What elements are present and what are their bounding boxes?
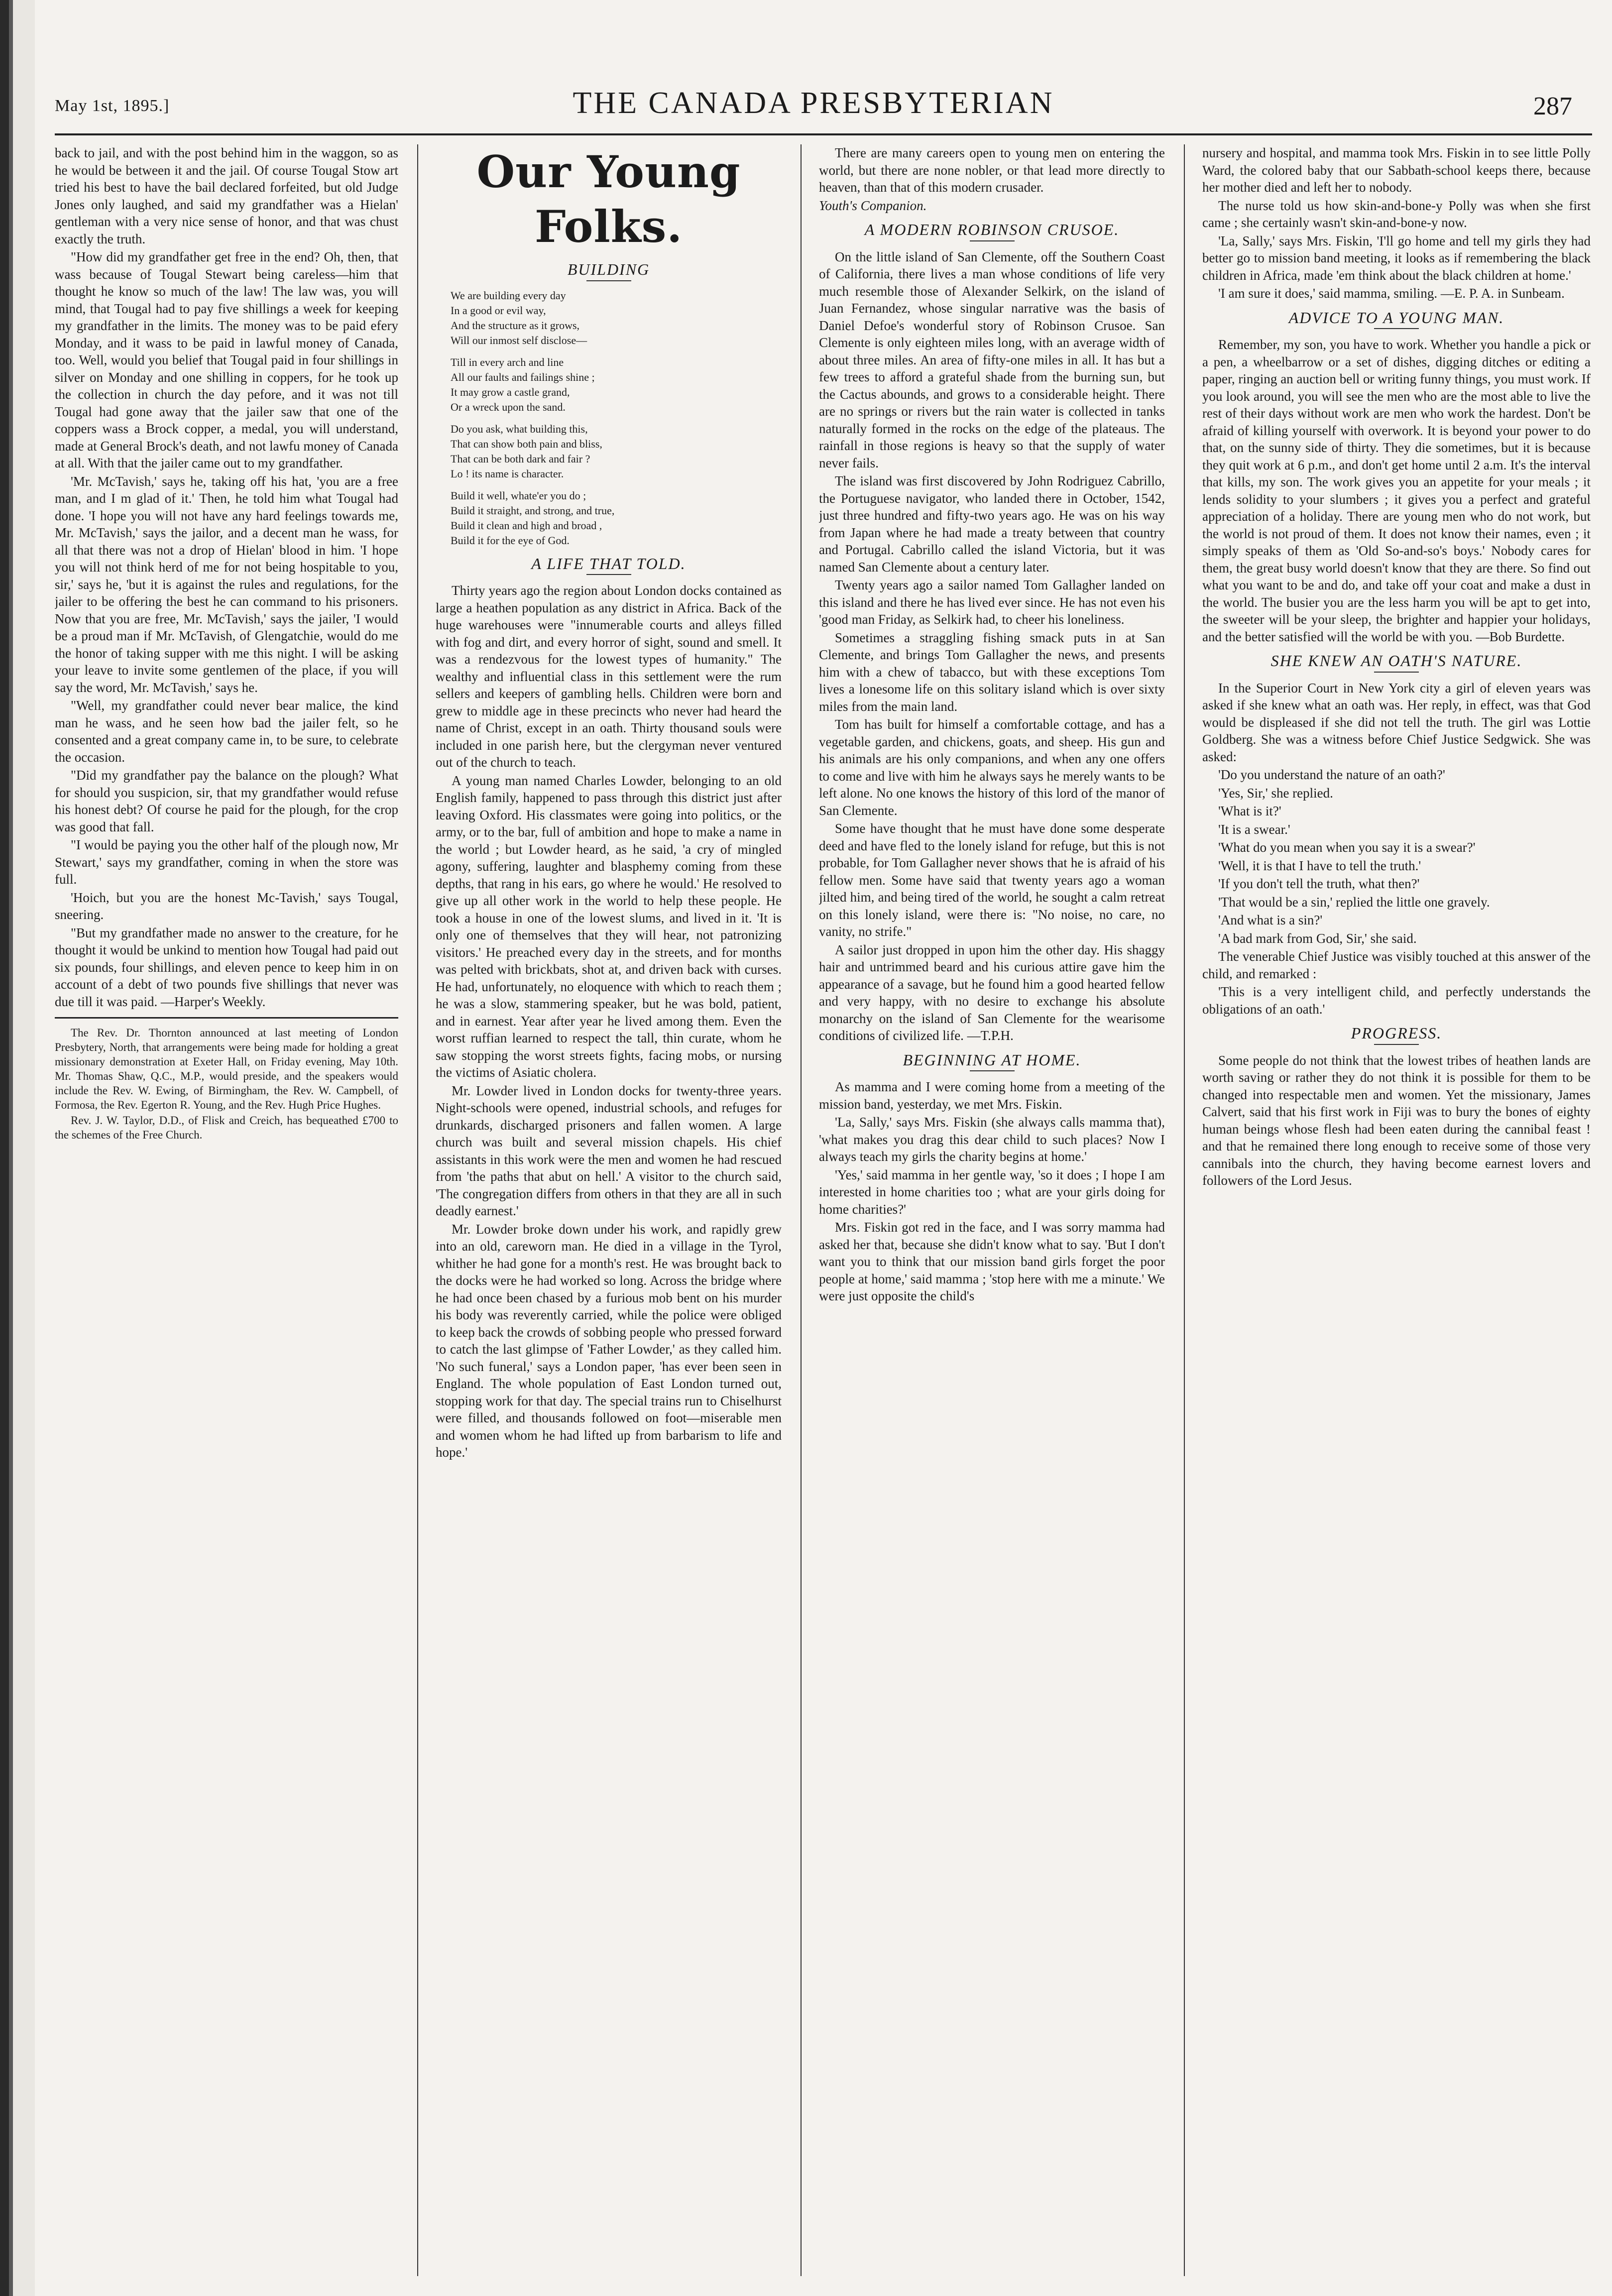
title-rule [970, 1070, 1015, 1071]
article-paragraph: As mamma and I were coming home from a meeting of the mission band, yesterday, we met Mrs. Fiskin. [819, 1079, 1165, 1112]
story-paragraph: "I would be paying you the other half of the plough now, Mr Stewart,' says my grandfather, coming in when the store was full. [55, 837, 398, 887]
article-title: A LIFE THAT TOLD. [531, 554, 686, 573]
article-paragraph: 'I am sure it does,' said mamma, smiling. —E. P. A. in Sunbeam. [1218, 286, 1565, 301]
news-notice: The Rev. Dr. Thornton announced at last meeting of London Presbytery, North, that arrangements were being made for holding a great missionary demonstration at Exeter Hall, on Friday evening, May 10th. Mr. Thomas Shaw, Q.C., M.P., would preside, and the speakers would include the Rev. W. Ewing, of Birmingham, the Rev. W. Campbell, of Formosa, the Rev. Egerton R. Young, and the Rev. Hugh Price Hughes. [55, 1027, 398, 1111]
poem-line: And the structure as it grows, [451, 319, 580, 332]
dialogue-line: 'What do you mean when you say it is a swear?' [1218, 840, 1476, 855]
poem-line: Do you ask, what building this, [451, 422, 588, 435]
article-paragraph: A sailor just dropped in upon him the other day. His shaggy hair and untrimmed beard and his curious attire gave him the appearance of a savage, but he found him a good hearted fellow and very happy, with no desire to exchange his absolute monarchy on the island of San Clemente for the wearisome conditions of civilized life. —T.P.H. [819, 942, 1165, 1043]
poem-line: Till in every arch and line [451, 355, 564, 368]
article-paragraph: On the little island of San Clemente, off the Southern Coast of California, there lives a man whose conditions of life very much resemble those of Alexander Selkirk, on the island of Juan Fernandez, whose singular narrative was the basis of Daniel Defoe's wonderful story of Robinson Crusoe. San Clemente is only eighteen miles long, with an average width of about three miles. An area of fifty-one miles in all. It has but a few trees to afford a grateful shade from the burning sun, but the Cactus abounds, and grows to a considerable height. There are no springs or rivers but the rain water is collected in tanks naturally formed in the rocks on the edge of the plateaus. The rainfall in those regions is heavy so that the supply of water never fails. [819, 249, 1165, 470]
dialogue-line: 'If you don't tell the truth, what then?' [1218, 876, 1420, 891]
dialogue-line: 'And what is a sin?' [1218, 913, 1323, 927]
article-paragraph: 'Yes,' said mamma in her gentle way, 'so it does ; I hope I am interested in home charities too ; what are your girls doing for home charities?' [819, 1167, 1165, 1217]
title-rule [1374, 328, 1419, 329]
dialogue-line: 'This is a very intelligent child, and perfectly understands the obligations of an oath.' [1202, 984, 1591, 1017]
news-notice: Rev. J. W. Taylor, D.D., of Flisk and Creich, has bequeathed £700 to the schemes of the Free Church. [55, 1114, 398, 1141]
poem-stanza [451, 355, 782, 415]
poem-line: Build it well, whate'er you do ; [451, 489, 586, 502]
article-paragraph: Twenty years ago a sailor named Tom Gallagher landed on this island and there he has lived ever since. He has not even his 'good man Friday, as Selkirk had, to cheer his loneliness. [819, 577, 1165, 627]
poem-line: That can show both pain and bliss, [451, 437, 602, 450]
article-paragraph: 'La, Sally,' says Mrs. Fiskin, 'I'll go home and tell my girls they had better go to mission band meeting, it looks as if remembering the black children in Africa, made 'em think about the black children at home.' [1202, 233, 1591, 283]
newspaper-title: THE CANADA PRESBYTERIAN [573, 86, 1054, 120]
issue-date: May 1st, 1895.] [55, 97, 170, 115]
book-binding-edge [0, 0, 35, 2296]
poem-line: It may grow a castle grand, [451, 385, 570, 398]
poem-line: We are building every day [451, 289, 566, 302]
article-paragraph: Mr. Lowder broke down under his work, and rapidly grew into an old, careworn man. He died in a village in the Tyrol, whither he had gone for a month's rest. He was brought back to the docks were he had worked so long. Across the bridge where he had once been chased by a furious mob bent on his murder his body was reverently carried, while the police were obliged to keep back the crowds of sobbing people who pressed forward to catch the last glimpse of 'Father Lowder,' as they called him. 'No such funeral,' says a London paper, 'has ever been seen in England. The whole population of East London turned out, stopping work for that day. The special trains run to Chiselhurst were filled, and thousands followed on foot—miserable men and women whom he had lifted up from barbarism to life and hope.' [436, 1221, 782, 1460]
article-paragraph: nursery and hospital, and mamma took Mrs. Fiskin in to see little Polly Ward, the colored baby that our Sabbath-school keeps there, because her mother died and left her to nobody. [1202, 145, 1591, 195]
poem-line: All our faults and failings shine ; [451, 370, 595, 383]
dialogue-line: 'Yes, Sir,' she replied. [1218, 785, 1333, 801]
article-paragraph: Mr. Lowder lived in London docks for twenty-three years. Night-schools were opened, industrial schools, and refuges for drunkards, discharged prisoners and fallen women. A large church was built and several mission chapels. His chief assistants in this work were the men and women he had rescued from 'the paths that abut on hell.' A visitor to the church said, 'The congregation differs from others in that they are all in such deadly earnest.' [436, 1083, 782, 1218]
article-title: PROGRESS. [1351, 1024, 1442, 1042]
column-4 [1202, 144, 1591, 2276]
dialogue-line: 'A bad mark from God, Sir,' she said. [1218, 930, 1417, 946]
title-rule [1374, 672, 1419, 673]
article-paragraph: Thirty years ago the region about London docks contained as large a heathen population as any district in Africa. Back of the huge warehouses were "innumerable courts and alleys filled with fog and dirt, and every horror of sight, sound and smell. It was a rendezvous for the lowest types of humanity." The wealthy and influential class in this settlement were the rum sellers and keepers of gambling hells. Children were born and grew to middle age in these precincts who never had heard the name of Christ, except in an oath. Thirty thousand souls were included in one parish here, but the clergyman never ventured out of the church to teach. [436, 583, 782, 770]
title-rule [1374, 1044, 1419, 1045]
header-rule [55, 133, 1592, 135]
article-paragraph: 'La, Sally,' says Mrs. Fiskin (she always calls mamma that), 'what makes you drag this dear child to such places? Now I always teach my girls the charity begins at home.' [819, 1115, 1165, 1164]
article-paragraph: Tom has built for himself a comfortable cottage, and has a vegetable garden, and chickens, goats, and sheep. His gun and his animals are his only companions, and when any one offers to come and live with him he always says he merely wants to be left alone. No one knows the history of this lord of the manor of San Clemente. [819, 717, 1165, 818]
poem-line: That can be both dark and fair ? [451, 452, 590, 465]
column-3 [819, 144, 1165, 2276]
story-paragraph: "But my grandfather made no answer to the creature, for he thought it would be unkind to mention how Tougal had paid out six pounds, four shillings, and eleven pence to keep him in on account of a debt of two pounds five shillings that never was due till it was paid. —Harper's Weekly. [55, 925, 398, 1009]
title-rule [586, 574, 631, 575]
section-masthead: Our Young Folks. [476, 146, 741, 252]
poem-title: BUILDING [567, 260, 650, 278]
story-paragraph: back to jail, and with the post behind him in the waggon, so as he would be between it and the jail. Of course Tougal Stow art tried his best to have the bail declared forfeited, but old Judge Jones only laughed, and said my grandfather was a Hielan' gentleman with a very nice sense of honor, and that was chust exactly the truth. [55, 145, 398, 246]
section-rule [55, 1017, 398, 1019]
dialogue-line: 'Do you understand the nature of an oath?' [1218, 767, 1445, 782]
article-paragraph: The venerable Chief Justice was visibly touched at this answer of the child, and remarked : [1202, 949, 1591, 981]
poem-stanza [451, 422, 782, 481]
article-title: BEGINNING AT HOME. [903, 1050, 1081, 1069]
poem-line: Build it straight, and strong, and true, [451, 504, 615, 517]
poem-stanza [451, 288, 782, 348]
article-paragraph: The island was first discovered by John Rodriguez Cabrillo, the Portuguese navigator, who landed there in October, 1542, just three hundred and fifty-two years ago. He was on his way from Japan where he had made a treaty between that country and Portugal. Cabrillo called the island Victoria, but it was named San Clemente about a century later. [819, 473, 1165, 574]
poem-line: Lo ! its name is character. [451, 467, 564, 480]
dialogue-line: 'It is a swear.' [1218, 821, 1290, 837]
article-columns [55, 144, 1592, 2276]
poem-line: In a good or evil way, [451, 304, 546, 317]
dialogue-line: 'That would be a sin,' replied the little one gravely. [1218, 894, 1490, 910]
article-paragraph: Sometimes a straggling fishing smack puts in at San Clemente, and brings Tom Gallagher the news, and presents him with a chew of tabacco, but with these exceptions Tom lives a lonesome life on this solitary island which is over sixty miles from the main land. [819, 630, 1165, 714]
article-paragraph: Remember, my son, you have to work. Whether you handle a pick or a pen, a wheelbarrow or a set of dishes, digging ditches or editing a paper, ringing an auction bell or writing funny things, you must work. If you look around, you will see the men who are the most able to live the rest of their days without work are men who work the hardest. Don't be afraid of killing yourself with overwork. It is beyond your power to do that, on the sunny side of thirty. They die sometimes, but it is because they quit work at 6 p.m., and don't get home until 2 a.m. It's the interval that kills, my son. The work gives you an appetite for your meals ; it lends solidity to your slumbers ; it gives you a perfect and grateful appreciation of a holiday. There are young men who do not work, but the world is not proud of them. It does not know their names, even ; it simply speaks of them as 'Old So-and-so's boys.' Nobody cares for them, the great busy world doesn't know that they are there. So find out what you want to be and do, and take off your coat and make a dust in the world. The busier you are the less harm you will be apt to get into, the sweeter will be your sleep, the brighter and happier your holidays, and the better satisfied will the world be with you. —Bob Burdette. [1202, 337, 1591, 644]
story-paragraph: "How did my grandfather get free in the end? Oh, then, that wass because of Tougal Stewart being careless—him that thought he know so much of the law! The law was, you will mind, that Tougal had to pay five shillings a week for keeping my grandfather in the limits. The money was to be paid efery Monday, and it wass to be paid in lawful money of Canada, too. Well, would you belief that Tougal paid in four shillings in silver on Monday and one shilling in coppers, for he took up the collection in church the day pefore, and it was not till Tougal had gone away that the jailer saw that one of the coppers wass a Brock copper, a medal, you will understand, made at General Brock's death, and not lawfu money of Canada at all. With that the jailer came out to my grandfather. [55, 249, 398, 470]
column-1 [55, 144, 398, 2276]
page-header [35, 75, 1592, 129]
article-title: SHE KNEW AN OATH'S NATURE. [1270, 652, 1522, 670]
title-rule [970, 240, 1015, 241]
column-2 [436, 144, 782, 2276]
article-paragraph: Some people do not think that the lowest tribes of heathen lands are worth saving or rather they do not think it is possible for them to be changed into respectable men and women. Yet the missionary, James Calvert, said that his first work in Fiji was to bury the bones of eighty human beings whose flesh had been eaten during the cannibal feast ! and that he remained there long enough to receive some of those very cannibals into the church, they having become earnest lovers and followers of the Lord Jesus. [1202, 1052, 1591, 1188]
poem-line: Or a wreck upon the sand. [451, 400, 566, 413]
article-paragraph: A young man named Charles Lowder, belonging to an old English family, happened to pass through this district just after leaving Oxford. His classmates were going into politics, or the army, or to the bar, full of ambition and hope to make a name in the world ; but Lowder heard, as he said, 'a cry of mingled agony, suffering, laughter and blasphemy coming from these depths, that rang in his ears, go where he would.' He resolved to give up all other work in the world to help these people. He took a house in one of the lowest slums, and lived in it. 'It is only one of themselves that they will hear, not patronizing visitors.' He preached every day in the streets, and for months was pelted with brickbats, shot at, and driven back with curses. He had, unfortunately, no eloquence with which to reach them ; he was a slow, stammering speaker, but he was bold, patient, and in earnest. Year after year he lived among them. Even the worst ruffian learned to respect the tall, thin curate, whom he saw stopping the worst streets fights, facing mobs, or nursing the victims of Asiatic cholera. [436, 773, 782, 1080]
article-paragraph: Some have thought that he must have done some desperate deed and have fled to the lonely island for refuge, but this is not probable, for Tom Gallagher never shows that he is afraid of his fellow men. Some have said that twenty years ago a woman jilted him, and being tired of the world, he sought a calm retreat on this lonely island, were there is: "No noise, no care, no vanity, no strife." [819, 821, 1165, 939]
dialogue-line: 'What is it?' [1218, 804, 1281, 818]
article-source: Youth's Companion. [819, 198, 927, 213]
article-paragraph: Mrs. Fiskin got red in the face, and I was sorry mamma had asked her that, because she didn't know what to say. 'But I don't want you to think that our mission band girls forget the poor people at home,' said mamma ; 'stop here with me a minute.' We were just opposite the child's [819, 1220, 1165, 1303]
article-paragraph: The nurse told us how skin-and-bone-y Polly was when she first came ; she certainly wasn't skin-and-bone-y now. [1202, 198, 1591, 230]
article-paragraph: In the Superior Court in New York city a girl of eleven years was asked if she knew what an oath was. Her reply, in effect, was that God would be displeased if she did not tell the truth. The girl was Lottie Goldberg. She was a witness before Chief Justice Sedgwick. She was asked: [1202, 680, 1591, 764]
story-paragraph: 'Mr. McTavish,' says he, taking off his hat, 'you are a free man, and I m glad of it.' Then, he told him what Tougal had done. 'I hope you will not have any hard feelings towards me, Mr. McTavish,' says the jailor, and a decent man he wass, for all that there was not a drop of Hielan' blood in him. 'I hope you will not think herd of me for not being hospitable to you, sir,' says he, 'but it is against the rules and regulations, for the jailer to be offering the best he can command to his prisoners. Now that you are free, Mr. McTavish,' says the jailer, 'I would be a proud man if Mr. McTavish, of Glengatchie, would do me the honor of taking supper with me this night. I will be asking your leave to invite some gentlemen of the place, if you will say the word, Mr. McTavish,' says he. [55, 473, 398, 695]
poem-line: Will our inmost self disclose— [451, 334, 587, 346]
dialogue-line: 'Well, it is that I have to tell the truth.' [1218, 858, 1421, 873]
poem-stanza [451, 488, 782, 548]
poem [451, 288, 782, 548]
article-title: ADVICE TO A YOUNG MAN. [1288, 308, 1504, 327]
article-paragraph: There are many careers open to young men on entering the world, but there are none nobler, or that lead more directly to heaven, than that of this modern crusader. [819, 145, 1165, 195]
poem-line: Build it for the eye of God. [451, 534, 570, 547]
story-paragraph: "Did my grandfather pay the balance on the plough? What for should you suspicion, sir, that my grandfather would refuse his honest debt? Of course he paid for the plough, for the crop was good that fall. [55, 768, 398, 834]
story-paragraph: "Well, my grandfather could never bear malice, the kind man he wass, and he seen how bad the jailer felt, so he consented and a great company came in, to be sure, to celebrate the occasion. [55, 698, 398, 765]
article-title: A MODERN ROBINSON CRUSOE. [864, 221, 1120, 238]
title-rule [586, 280, 631, 281]
page-number: 287 [1533, 92, 1572, 120]
poem-line: Build it clean and high and broad , [451, 519, 602, 532]
story-paragraph: 'Hoich, but you are the honest Mc-Tavish,' says Tougal, sneering. [55, 890, 398, 922]
